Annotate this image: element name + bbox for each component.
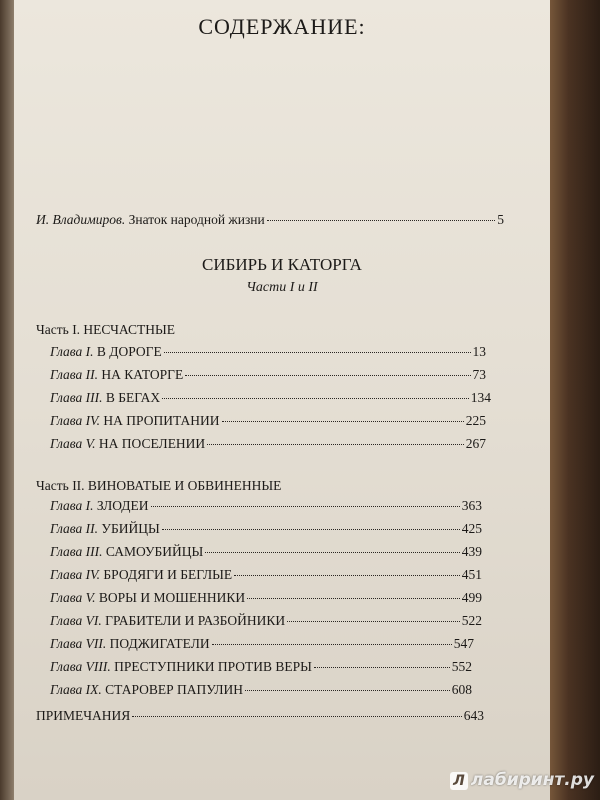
page-number: 522 (461, 613, 482, 628)
chapter-number: Глава V. (50, 436, 96, 451)
dot-leader (162, 529, 460, 530)
chapter-title: СТАРОВЕР ПАПУЛИН (101, 682, 243, 697)
chapter-title: НА ПРОПИТАНИИ (100, 413, 220, 428)
toc-row-intro (36, 212, 504, 228)
toc-row-chapter (50, 344, 486, 360)
page-number: 425 (461, 521, 482, 536)
dot-leader (247, 598, 460, 599)
chapter-number: Глава IV. (50, 567, 101, 582)
toc-row-notes (36, 708, 484, 724)
dot-leader (162, 398, 469, 399)
chapter-number: Глава VII. (50, 636, 107, 651)
toc-row-chapter (50, 659, 472, 675)
chapter-number: Глава I. (50, 498, 94, 513)
dot-leader (207, 444, 464, 445)
chapter-title: НА КАТОРГЕ (98, 367, 184, 382)
page-number: 134 (470, 390, 491, 405)
toc-entry-label (50, 567, 232, 583)
chapter-title: УБИЙЦЫ (98, 521, 160, 536)
page-number: 552 (451, 659, 472, 674)
toc-entry-label (50, 636, 210, 652)
page-number: 363 (461, 498, 482, 513)
chapter-title: ГРАБИТЕЛИ И РАЗБОЙНИКИ (101, 613, 286, 628)
labirint-logo-icon: Л (450, 772, 468, 790)
dot-leader (205, 552, 459, 553)
toc-entry-label (50, 367, 183, 383)
chapter-number: Глава IX. (50, 682, 102, 697)
chapter-title: БРОДЯГИ И БЕГЛЫЕ (100, 567, 233, 582)
dot-leader (245, 690, 450, 691)
toc-row-chapter (50, 390, 491, 406)
page-number: 547 (453, 636, 474, 651)
toc-entry-label (50, 521, 160, 537)
toc-entry-label (50, 390, 160, 406)
toc-row-chapter (50, 436, 486, 452)
page-number: 643 (463, 708, 484, 723)
toc-entry-label (36, 212, 265, 228)
toc-row-chapter (50, 590, 482, 606)
toc-entry-label (50, 498, 149, 514)
chapter-title: ВОРЫ И МОШЕННИКИ (95, 590, 246, 605)
dot-leader (267, 220, 496, 221)
page-number: 451 (461, 567, 482, 582)
entry-title: Знаток народной жизни (128, 212, 265, 227)
toc-entry-label (50, 344, 162, 360)
chapter-number: Глава V. (50, 590, 96, 605)
toc-row-chapter (50, 413, 486, 429)
dot-leader (151, 506, 460, 507)
toc-entry-label (50, 413, 220, 429)
dot-leader (314, 667, 450, 668)
toc-entry-label (50, 613, 285, 629)
dot-leader (287, 621, 460, 622)
part-heading-2: Часть II. ВИНОВАТЫЕ И ОБВИНЕННЫЕ (36, 478, 282, 493)
chapter-number: Глава IV. (50, 413, 101, 428)
dot-leader (185, 375, 470, 376)
page-number: 13 (472, 344, 486, 359)
page-number: 5 (497, 212, 504, 227)
part-heading-1: Часть I. НЕСЧАСТНЫЕ (36, 322, 175, 337)
toc-row-chapter (50, 567, 482, 583)
chapter-number: Глава II. (50, 367, 99, 382)
page-title: СОДЕРЖАНИЕ: (198, 14, 366, 39)
dot-leader (212, 644, 452, 645)
chapter-number: Глава I. (50, 344, 94, 359)
author-name: И. Владимиров. (36, 212, 126, 227)
toc-entry-label (50, 436, 205, 452)
toc-row-chapter (50, 613, 482, 629)
chapter-title: ПОДЖИГАТЕЛИ (106, 636, 210, 651)
toc-entry-label (50, 590, 245, 606)
toc-row-chapter (50, 544, 482, 560)
chapter-number: Глава VI. (50, 613, 102, 628)
toc-entry-label: ПРИМЕЧАНИЯ (36, 708, 131, 723)
dot-leader (164, 352, 471, 353)
section-title: СИБИРЬ И КАТОРГА (202, 255, 362, 274)
toc-row-chapter (50, 367, 486, 383)
toc-row-chapter (50, 521, 482, 537)
toc-row-chapter (50, 636, 474, 652)
toc-row-chapter (50, 498, 482, 514)
chapter-number: Глава III. (50, 544, 103, 559)
chapter-title: ПРЕСТУПНИКИ ПРОТИВ ВЕРЫ (110, 659, 312, 674)
section-subtitle: Части I и II (246, 280, 318, 295)
watermark-text: лабиринт.ру (470, 770, 594, 790)
chapter-title: В БЕГАХ (102, 390, 161, 405)
chapter-title: САМОУБИЙЦЫ (102, 544, 204, 559)
dot-leader (222, 421, 464, 422)
toc-entry-label (50, 544, 203, 560)
page-number: 225 (465, 413, 486, 428)
dot-leader (234, 575, 460, 576)
toc-row-chapter (50, 682, 472, 698)
chapter-number: Глава III. (50, 390, 103, 405)
dot-leader (132, 716, 461, 717)
page-number: 439 (461, 544, 482, 559)
page-number: 267 (465, 436, 486, 451)
toc-entry-label (50, 682, 243, 698)
toc-page (14, 0, 550, 800)
page-number: 608 (451, 682, 472, 697)
chapter-title: В ДОРОГЕ (93, 344, 162, 359)
chapter-number: Глава II. (50, 521, 99, 536)
watermark (450, 770, 594, 790)
page-number: 499 (461, 590, 482, 605)
page-number: 73 (472, 367, 486, 382)
book-cover-edge (548, 0, 600, 800)
chapter-number: Глава VIII. (50, 659, 111, 674)
chapter-title: НА ПОСЕЛЕНИИ (95, 436, 206, 451)
toc-entry-label (50, 659, 312, 675)
chapter-title: ЗЛОДЕИ (93, 498, 149, 513)
